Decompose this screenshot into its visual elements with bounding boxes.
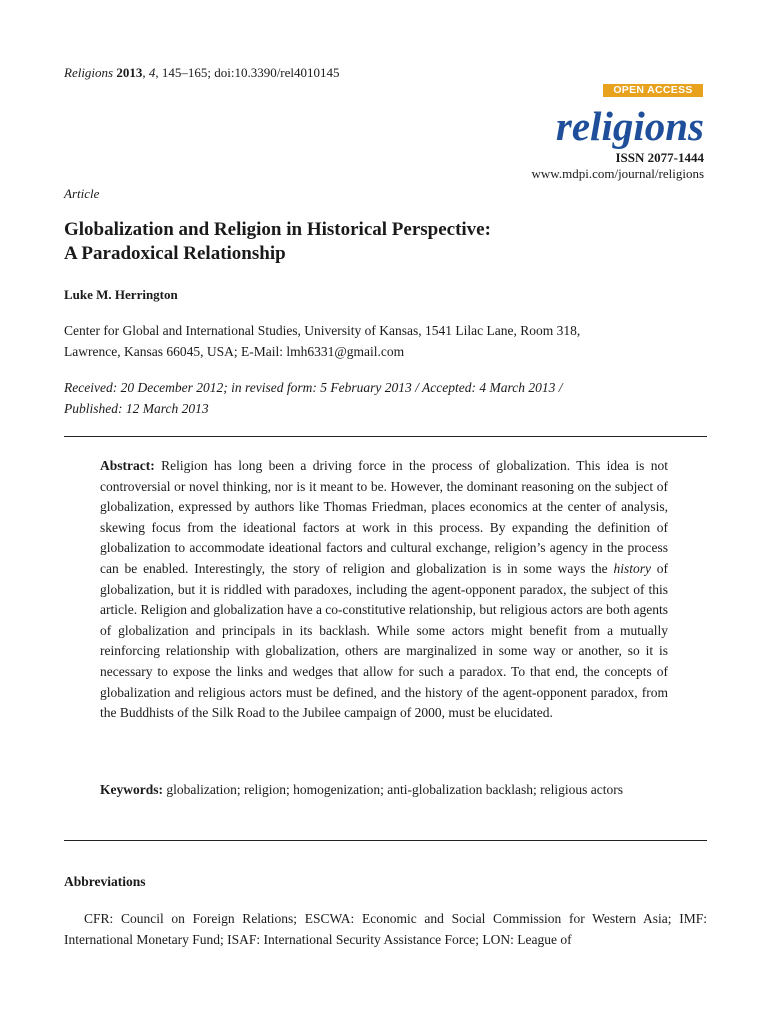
citation-journal: Religions	[64, 65, 114, 80]
article-title-line-2: A Paradoxical Relationship	[64, 243, 286, 264]
article-title-line-1: Globalization and Religion in Historical Perspective:	[64, 219, 491, 240]
citation-year: 2013	[116, 65, 143, 80]
abstract-text-part-1: Religion has long been a driving force in the process of globalization. This idea is not controversial or novel thinking, nor is it meant to be. However, the dominant reasoning on the subject of globalization, expressed by authors like Thomas Friedman, places economics at the center of analysis, skewing focus from the ideational factors at work in this process. By expanding the definition of globalization to accommodate ideational factors and cultural exchange, religion’s agency in the process can be enabled. Interestingly, the story of religion and globalization is in some ways the	[100, 458, 668, 576]
citation-volume: 4	[148, 65, 156, 80]
dates-line-1: Received: 20 December 2012; in revised form: 5 February 2013 / Accepted: 4 March 2013 /	[64, 380, 563, 395]
abbreviations-text: CFR: Council on Foreign Relations; ESCWA: Economic and Social Commission for Western Asia; IMF: International Monetary Fund; ISAF: International Security Assistance Force; LON: League of	[64, 911, 707, 947]
author-name: Luke M. Herrington	[64, 287, 178, 302]
abstract	[100, 456, 668, 724]
journal-logo: religions	[555, 103, 704, 149]
abstract-bottom-rule	[64, 840, 707, 841]
abbreviations-heading: Abbreviations	[64, 874, 146, 889]
journal-url[interactable]: www.mdpi.com/journal/religions	[531, 166, 704, 181]
keywords-text: globalization; religion; homogenization; anti-globalization backlash; religious actors	[163, 782, 624, 797]
author-affiliation	[64, 320, 580, 362]
dates-line-2: Published: 12 March 2013	[64, 401, 209, 416]
article-title	[64, 218, 704, 266]
abstract-text-part-2: of globalization, but it is riddled with paradoxes, including the agent-opponent paradox, the subject of this article. Religion and globalization have a co-constitutive relationship, but religious actors are both agents of globalization and principals in its backlash. While some actors might benefit from a mutually reinforcing relationship with globalization, others are marginalized in some way or another, so it is necessary to expose the links and wedges that allow for such a paradox. To that end, the concepts of globalization and religious actors must be defined, and the history of the agent-opponent paradox, from the Buddhists of the Silk Road to the Jubilee campaign of 2000, must be elucidated.	[100, 560, 668, 721]
abstract-top-rule	[64, 436, 707, 437]
affiliation-line-1: Center for Global and International Studies, University of Kansas, 1541 Lilac Lane, Room 318,	[64, 323, 581, 338]
abstract-label: Abstract:	[100, 458, 155, 473]
issn: ISSN 2077-1444	[615, 150, 704, 165]
article-type: Article	[64, 186, 100, 201]
abstract-emphasis: history	[613, 560, 651, 576]
open-access-badge: OPEN ACCESS	[603, 84, 703, 97]
citation-line: Religions 2013, 4, 145–165; doi:10.3390/rel4010145	[64, 65, 340, 80]
article-dates	[64, 377, 562, 419]
keywords	[100, 780, 668, 801]
citation-pages-doi: , 145–165; doi:10.3390/rel4010145	[155, 65, 340, 80]
affiliation-line-2[interactable]: Lawrence, Kansas 66045, USA; E-Mail: lmh6331@gmail.com	[64, 344, 405, 359]
keywords-label: Keywords:	[100, 782, 163, 797]
